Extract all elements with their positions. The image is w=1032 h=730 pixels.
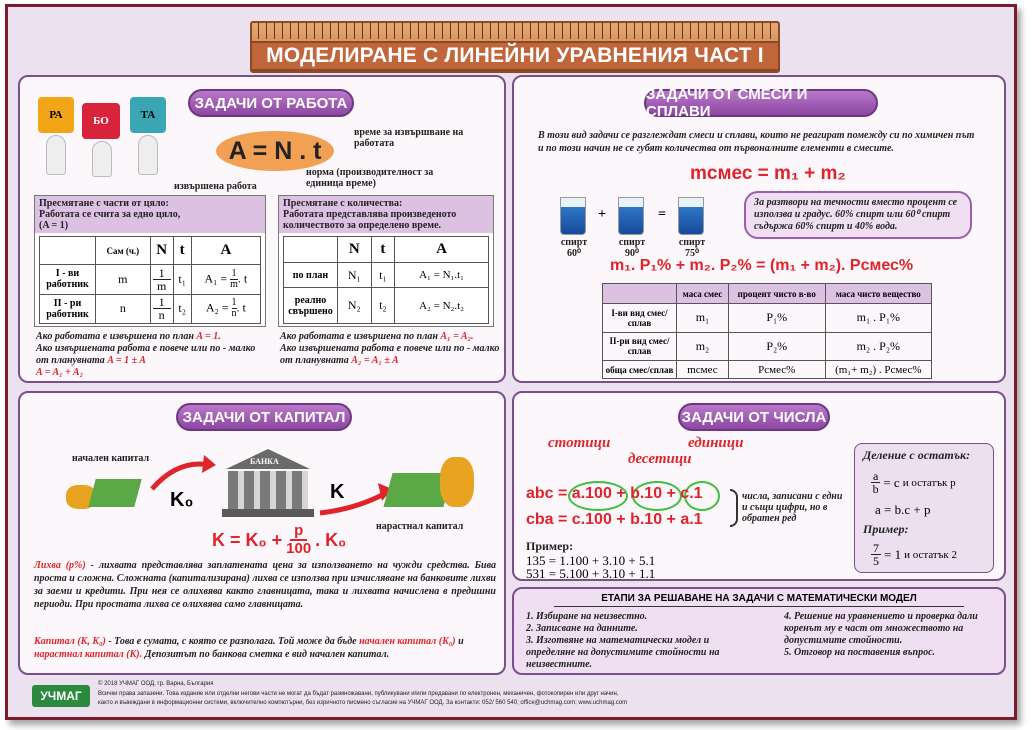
cap-formula-pre: K = K₀ +: [212, 529, 283, 550]
mix-col-pure: маса чисто вещество: [825, 284, 931, 304]
qcol-a: A: [395, 237, 489, 263]
mix-cell-v-1: m₁ . P₁%: [825, 304, 931, 333]
mix-table: [602, 283, 932, 379]
example-2: 531 = 5.100 + 3.10 + 1.1: [526, 566, 656, 581]
example-1: 135 = 1.100 + 3.10 + 5.1: [526, 553, 656, 568]
cell-n-2: 1 n: [150, 294, 173, 324]
k0-label: K₀: [170, 489, 194, 511]
puzzle-piece-3: ТА: [130, 97, 166, 133]
beaker-label-3: спирт 75⁰: [678, 237, 706, 259]
beaker-label-1: спирт 60⁰: [560, 237, 588, 259]
beaker-60: [560, 197, 586, 235]
work-parts-box: [34, 195, 266, 327]
qcol-n: N: [338, 237, 372, 263]
mix-col-percent: процент чисто в-во: [728, 284, 825, 304]
stage-3: 3. Изготвяне на математически модел и определяне на допустимите стойности на неизвестните.: [526, 635, 720, 670]
col-n: N: [150, 237, 173, 265]
quantity-heading-2: Работата представлява произведеното количеството за определено време.: [283, 209, 457, 231]
footer-line-1: © 2018 УЧМАГ ООД, гр. Варна, България: [98, 681, 214, 687]
mix-cell-p-1: P₁%: [728, 304, 825, 333]
title-band: [250, 41, 780, 71]
tag-tens: десетици: [628, 451, 692, 467]
panel-mix: [512, 75, 1006, 383]
mix-note: За разтвори на течности вместо процент се използва и градус. 60% спирт или 60⁰ спирт съдържа 60% спирт и 40% вода.: [744, 191, 972, 239]
reverse-note: числа, записани с едни и същи цифри, но в обратен ред: [742, 491, 843, 524]
bank-icon: [220, 449, 316, 519]
mix-cell-m-2: m₂: [677, 332, 729, 361]
panel-stages: [512, 587, 1006, 675]
label-work: извършена работа: [174, 181, 257, 192]
cell-a-2: A₂ = $\frac{1}{n}$ . t: [191, 294, 260, 324]
tag-units: единици: [688, 435, 744, 451]
parts-table: [39, 236, 261, 324]
qcell-a-2: A₂ = N₂.t₂: [395, 288, 489, 324]
cell-t-2: t₂: [173, 294, 191, 324]
qrow-real: реално свършено: [284, 288, 338, 324]
puzzle-piece-1: РА: [38, 97, 74, 133]
parts-heading-3: (A = 1): [39, 220, 69, 231]
label-norm: норма (производителност за единица време): [306, 167, 434, 189]
cell-sam-1: m: [96, 265, 151, 295]
capital-formula: [212, 523, 346, 557]
qcell-t-2: t₂: [371, 288, 395, 324]
footer: [18, 679, 1008, 717]
numbers-title: ЗАДАЧИ ОТ ЧИСЛА: [678, 403, 830, 431]
col-a: A: [191, 237, 260, 265]
mix-title: ЗАДАЧИ ОТ СМЕСИ И СПЛАВИ: [644, 89, 878, 117]
division-example: $\frac{7}{5}$ = 1 и остатък 2: [873, 541, 958, 568]
mix-row-3: обща смес/сплав: [603, 361, 677, 379]
division-example-label: Пример:: [863, 522, 909, 536]
mix-cell-m-3: mсмес: [677, 361, 729, 379]
mix-formula: mсмес = m₁ + m₂: [690, 163, 846, 184]
op-equals: =: [658, 207, 666, 222]
panel-work: [18, 75, 506, 383]
tag-hundreds: стотици: [548, 435, 611, 451]
parts-notes: Ако работата е извършена по план A = 1. Ако извършената работа е повече или по - малко от планувната A = 1 ± A A = A₁ + A₂: [36, 331, 256, 378]
example-label: Пример:: [526, 539, 574, 553]
cap-formula-post: . K₀: [315, 529, 347, 550]
money-pile-icon: [388, 457, 478, 511]
poster: [5, 4, 1017, 720]
division-formula: $\frac{a}{b}$ = c и остатък p: [872, 469, 956, 496]
arrow-icon-1: [148, 453, 218, 493]
quantity-notes: Ако работата е извършена по план A₁ = A₂. Ако извършената работа е повече или по - малко от планувната A₂ = A₁ ± A: [280, 331, 500, 366]
mix-cell-v-3: (m₁+ m₂) . Pсмес%: [825, 361, 931, 379]
qcell-a-1: A₁ = N₁.t₁: [395, 263, 489, 288]
division-line2: a = b.c + p: [875, 502, 931, 517]
stage-5: 5. Отговор на поставения въпрос.: [784, 647, 936, 658]
mix-cell-v-2: m₂ . P₂%: [825, 332, 931, 361]
label-time: време за извършване на работата: [354, 127, 464, 149]
mix-row-2: II-ри вид смес/сплав: [603, 332, 677, 361]
division-box: [854, 443, 994, 573]
cap-formula-num: p: [290, 523, 307, 541]
footer-line-2: Всички права запазени. Това издание или отделни негови части не могат да бъдат размножавани, публикувани и/или предавани по електронен, механичен, фотокопирен или друг начин,: [98, 691, 619, 697]
parts-heading: Пресмятане с части от цяло:: [39, 198, 169, 209]
mix-cell-m-1: m₁: [677, 304, 729, 333]
cell-n-1: 1 m: [150, 265, 173, 295]
mix-cell-p-2: P₂%: [728, 332, 825, 361]
quantity-heading: Пресмятане с количества:: [283, 198, 403, 209]
qcell-n-2: N₂: [338, 288, 372, 324]
mix-cell-p-3: Pсмес%: [728, 361, 825, 379]
mix-row-1: I-ви вид смес/сплав: [603, 304, 677, 333]
footer-line-3: както и въвеждани в информационни системи, включително компютърни, без изричното писмено съгласие на УЧМАГ ООД. За контакти: 052/ 560 540; office@uchmag.com; www.uchmag.com: [98, 700, 628, 706]
division-title: Деление с остатък:: [863, 448, 971, 462]
capital-text: Капитал (K, K₀) - Това е сумата, с която се разполага. Той може да бъде начален капитал (K₀) и нарастнал капитал (K). Депозитът по банкова сметка е вид начален капитал.: [34, 636, 464, 660]
panel-numbers: [512, 391, 1006, 581]
parts-heading-2: Работата се счита за едно цяло,: [39, 209, 181, 220]
label-initial: начален капитал: [72, 453, 150, 464]
qcol-t: t: [371, 237, 395, 263]
cell-sam-2: n: [96, 294, 151, 324]
stage-4: 4. Решение на уравнението и проверка дали коренът му е част от множеството на допустимите стойности.: [784, 611, 978, 646]
puzzle-piece-2: БО: [82, 103, 120, 139]
page-title: МОДЕЛИРАНЕ С ЛИНЕЙНИ УРАВНЕНИЯ ЧАСТ I: [266, 44, 764, 67]
puzzle-icon: [38, 91, 168, 181]
capital-title: ЗАДАЧИ ОТ КАПИТАЛ: [176, 403, 352, 431]
label-grown: нарастнал капитал: [376, 521, 464, 532]
stages-left: [526, 611, 754, 671]
qcell-n-1: N₁: [338, 263, 372, 288]
cap-formula-den: 100: [286, 540, 312, 557]
brace-icon: [730, 489, 738, 527]
row-worker-2: II - ри работник: [40, 294, 96, 324]
beaker-label-2: спирт 90⁰: [618, 237, 646, 259]
op-plus: +: [598, 207, 606, 222]
work-title: ЗАДАЧИ ОТ РАБОТА: [188, 89, 354, 117]
beaker-75: [678, 197, 704, 235]
col-sam: Сам (ч.): [96, 237, 151, 265]
beaker-90: [618, 197, 644, 235]
arrow-icon-2: [316, 479, 396, 519]
stages-right: [784, 611, 994, 659]
quantity-table: [283, 236, 489, 324]
stage-1: 1. Избиране на неизвестно.: [526, 611, 648, 622]
stage-2: 2. Записване на данните.: [526, 623, 638, 634]
uchmag-logo: УЧМАГ: [32, 685, 90, 707]
row-worker-1: I - ви работник: [40, 265, 96, 295]
panel-capital: [18, 391, 506, 675]
work-formula: A = N . t: [216, 131, 334, 171]
k-label: K: [330, 481, 345, 503]
col-t: t: [173, 237, 191, 265]
coins-icon: [66, 475, 146, 511]
mix-col-mass: маса смес: [677, 284, 729, 304]
cell-a-1: A₁ = $\frac{1}{m}$ . t: [191, 265, 260, 295]
mix-intro: В този вид задачи се разглеждат смеси и сплави, които не реагират помежду си по химичен път и по този начин не се губят количества от първоналните елементи в смесите.: [538, 130, 975, 154]
stages-title: ЕТАПИ ЗА РЕШАВАНЕ НА ЗАДАЧИ С МАТЕМАТИЧЕСКИ МОДЕЛ: [554, 593, 964, 607]
eq-cba: cba = c.100 + b.10 + a.1: [526, 511, 703, 528]
eq-abc: abc = a.100 + b.10 + c.1: [526, 485, 703, 502]
cell-t-1: t₁: [173, 265, 191, 295]
qrow-plan: по план: [284, 263, 338, 288]
bank-label: БАНКА: [250, 457, 279, 466]
mix-formula-2: m₁. P₁% + m₂. P₂% = (m₁ + m₂). Pсмес%: [610, 257, 914, 274]
qcell-t-1: t₁: [371, 263, 395, 288]
interest-text: Лихва (p%) - лихвата представлява заплатената цена за използването на чужди средства. Бива проста и сложна. Сложната (капитализирана) лихва се използва при изчисляване на банковите лихви за заеми и кредити. При нея се олихвява както главницата, така и лихвата начислена в предишни периоди. При простата лихва се олихвява само главницата.: [34, 560, 496, 610]
work-quantity-box: [278, 195, 494, 327]
